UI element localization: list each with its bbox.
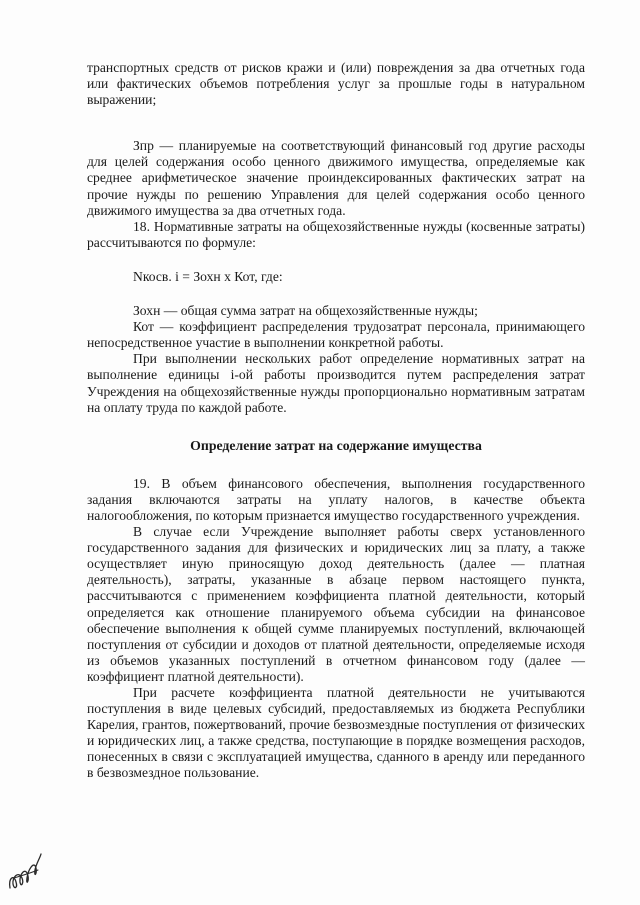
paragraph-multiple-works: При выполнении нескольких работ определение нормативных затрат на выполнение единицы i-ой работы производится путем распределения затрат Учреждения на общехозяйственные нужды пропорционально нормативным затратам на оплату труда по каждой работе. [87, 351, 585, 415]
paragraph-item-18: 18. Нормативные затраты на общехозяйственные нужды (косвенные затраты) рассчитываются по формуле: [87, 218, 585, 250]
section-heading: Определение затрат на содержание имущества [190, 437, 482, 453]
paragraph-zpr-definition: Зпр — планируемые на соответствующий финансовый год другие расходы для целей содержания особо ценного движимого имущества, определяемые как среднее арифметическое значение проиндексированных фактических затрат на прочие нужды по решению Управления для целей содержания особо ценного движимого имущества за два отчетных года. [87, 138, 585, 218]
paragraph-item-19: 19. В объем финансового обеспечения, выполнения государственного задания включаются затраты на уплату налогов, в качестве объекта налогообложения, по которым признается имущество государственного учреждения. [87, 475, 585, 523]
paragraph-kot-definition: Кот — коэффициент распределения трудозатрат персонала, принимающего непосредственное участие в выполнении конкретной работы. [87, 319, 585, 351]
paragraph-coefficient-calculation: При расчете коэффициента платной деятельности не учитываются поступления в виде целевых субсидий, предоставляемых из бюджета Республики Карелия, грантов, пожертвований, прочие безвозмездные поступления от физических и юридических лиц, а также средства, поступающие в порядке возмещения расходов, понесенных в связи с эксплуатацией имущества, сданного в аренду или переданного в безвозмездное пользование. [87, 685, 585, 781]
handwritten-initials-icon [4, 848, 44, 892]
paragraph-paid-activity: В случае если Учреждение выполняет работы сверх установленного государственного задания для физических и юридических лиц за плату, а также осуществляет иную приносящую доход деятельность (далее — платная деятельность), затраты, указанные в абзаце первом настоящего пункта, рассчитываются с применением коэффициента платной деятельности, который определяется как отношение планируемого объема субсидии на финансовое обеспечение выполнения к общей сумме планируемых поступлений, включающей поступления от субсидии и доходов от платной деятельности, определяемые исходя из объемов указанных поступлений в отчетном финансовом году (далее — коэффициент платной деятельности). [87, 524, 585, 684]
paragraph-continuation: транспортных средств от рисков кражи и (или) повреждения за два отчетных года или фактических объемов потребления услуг за прошлые годы в натуральном выражении; [87, 60, 585, 108]
paragraph-zohn-definition: Зохн — общая сумма затрат на общехозяйственные нужды; [133, 303, 478, 319]
formula-line: Nкосв. i = Зохн х Кот, где: [133, 268, 283, 284]
document-body [87, 60, 585, 782]
